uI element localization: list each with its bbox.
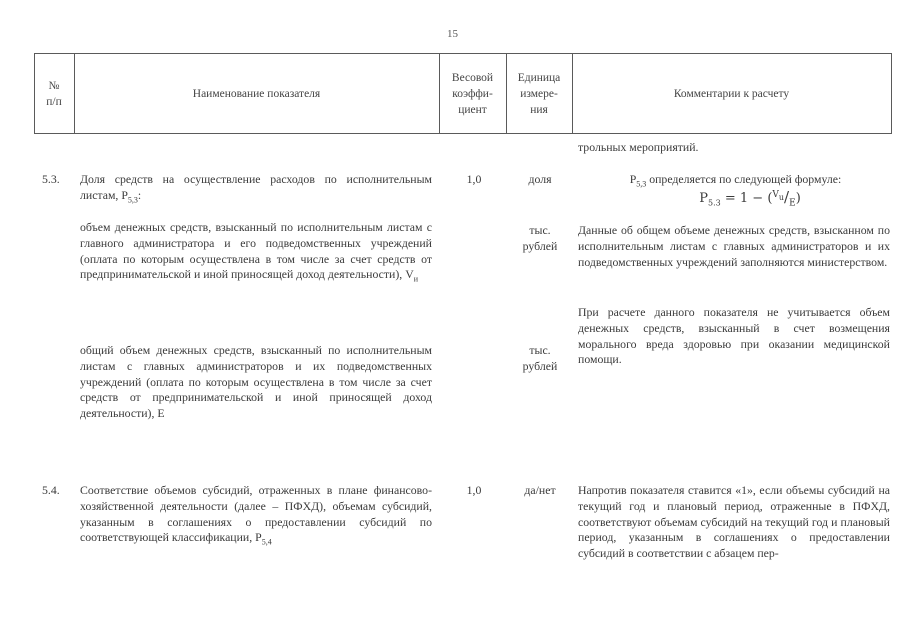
formula-slash: / [784, 188, 790, 206]
row-5-4-comment: Напротив показателя ставится «1», если объемы субсидий на текущий год и плановый период, отраженные в ПФХД, соответствуют объемам субсидий на текущий год и плановый период, указанным в соглашениях о предоставлении субсидий в соответствии с абзацем пер- [578, 483, 890, 561]
row-5-4-name-sub: 5,4 [261, 537, 272, 547]
formula-intro-sub: 5,3 [636, 179, 647, 189]
sub1-text [80, 220, 432, 283]
formula-numerator: V [772, 189, 779, 200]
col-divider [891, 53, 892, 134]
formula-intro-pre: Р [629, 172, 637, 186]
row-5-3-weight: 1,0 [466, 172, 482, 186]
formula-intro-post: определяется по следующей формуле: [646, 172, 842, 186]
row-5-3-name [80, 172, 432, 204]
sub2-unit [506, 343, 574, 375]
page-number: 15 [447, 28, 458, 40]
formula-lhs: P [699, 191, 708, 206]
row-5-4-name-text: Соответствие объемов субсидий, отраженных в плане финансово-хозяйственной деятельности (далее – ПФХД), объемам субсидий, указанным в соглашениях о предоставлении субсидий по соответствующей классификации, Р [80, 483, 432, 545]
sub1-comment2: При расчете данного показателя не учитывается объем денежных средств, взысканный в счет возмещения морального вреда здоровью при оказании медицинской помощи. [578, 305, 890, 367]
sub1-text-main: объем денежных средств, взысканный по исполнительным листам с главного администратора и его подведомственных учреждений (оплата по которым осуществлена в том числе за счет средств от предпринимательской и иной приносящей доход деятельности), V [80, 220, 432, 282]
row-5-3-formula [640, 188, 860, 209]
header-weight: Весовой коэффи- циент [451, 71, 494, 116]
row-5-4-name [80, 483, 432, 546]
sub2-unit-line1: тыс. [529, 343, 551, 357]
sub1-unit-line2: рублей [522, 238, 558, 253]
sub2-text: общий объем денежных средств, взысканный по исполнительным листам с главных администраторов и их подведомственных учреждений (оплата по которым осуществлена в том числе за счет средств от предпринимательской и иной приносящей доход деятельности), Е [80, 343, 432, 421]
row-5-3-name-sub: 5,3 [127, 195, 138, 205]
carryover-text: трольных мероприятий. [578, 140, 699, 154]
header-comment: Комментарии к расчету [673, 87, 790, 100]
formula-denominator: E [789, 198, 796, 209]
row-5-3-formula-intro [578, 172, 893, 188]
table-header [34, 53, 892, 134]
sub2-unit-line2: рублей [522, 358, 558, 373]
formula-numerator-sub: u [778, 192, 785, 202]
sub1-comment1: Данные об общем объеме денежных средств, взысканном по исполнительным листам с главных администраторов и их подведомственных учреждений заполняются министерством. [578, 223, 890, 269]
row-5-3-unit: доля [528, 172, 552, 186]
header-name: Наименование показателя [192, 87, 321, 100]
sub1-unit-line1: тыс. [529, 223, 551, 237]
sub1-unit [506, 223, 574, 255]
row-5-3-name-suffix: : [137, 187, 142, 202]
row-5-4-unit: да/нет [524, 483, 556, 497]
formula-rhs: = 1 − ( [724, 191, 773, 206]
row-5-3-name-text: Доля средств на осуществление расходов по исполнительным листам, Р [80, 172, 432, 202]
row-5-3-number: 5.3. [42, 172, 60, 186]
header-num: № п/п [46, 79, 62, 108]
row-5-4-weight: 1,0 [466, 483, 482, 497]
row-5-4-number: 5.4. [42, 483, 60, 497]
formula-lhs-sub: 5.3 [707, 198, 721, 208]
formula-close: ) [795, 191, 801, 206]
sub1-text-sub: и [413, 274, 418, 284]
header-unit: Единица измере- ния [517, 71, 561, 116]
